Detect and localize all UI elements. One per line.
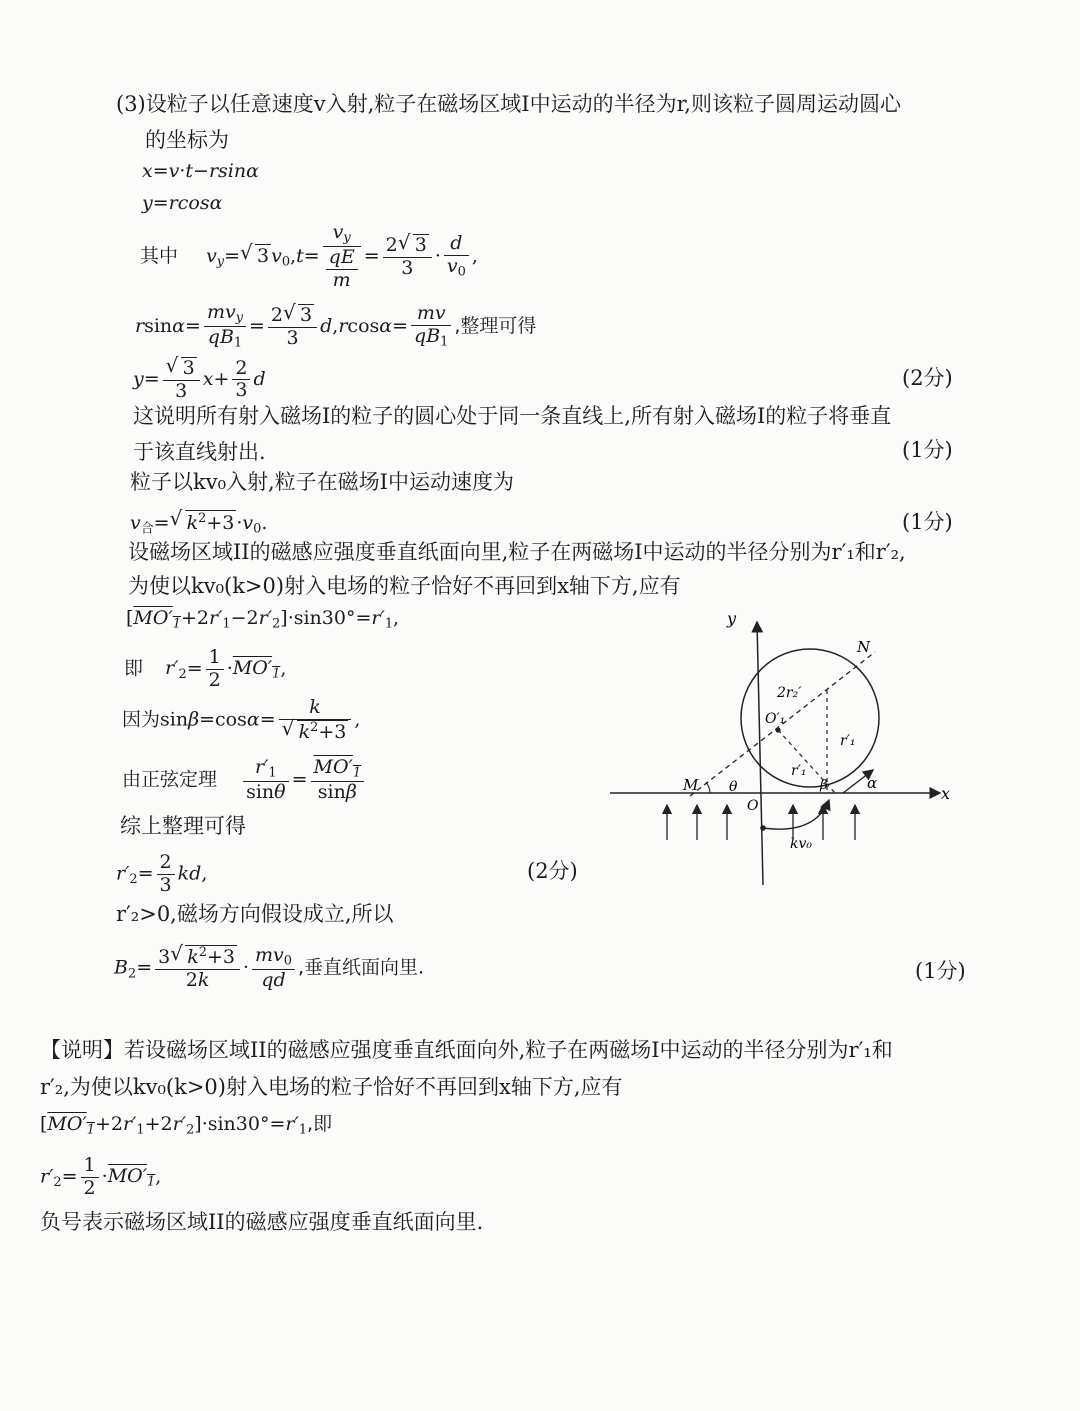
eq-where: 其中 $v_y=$ √ 3 $v_0,t=$ $\frac{v_y}{\frac{qE}{m}}$ = 2 √ 3 3 · $\frac{d}{v_0}$ , (140, 221, 478, 292)
entry-point (760, 825, 766, 831)
note-line-1: 【说明】若设磁场区域II的磁感应强度垂直纸面向外,粒子在两磁场I中运动的半径分别为r′₁和 (40, 1038, 893, 1062)
positive-line: r′₂>0,磁场方向假设成立,所以 (116, 902, 394, 926)
points-2: (1分) (902, 438, 953, 462)
eq-r-tail: ,整理可得 (454, 314, 537, 337)
eq-sin-beta: 因为sinβ=cosα= k √ $k^2+3$ , (122, 696, 361, 743)
where-label: 其中 (140, 245, 179, 268)
points-4: (2分) (527, 859, 578, 883)
eq-r2-half: 即 $r'_2=$ $\frac{1}{2}$ $\cdot MO'_1$, (124, 646, 287, 691)
b2-tail: ,垂直纸面向里. (297, 956, 425, 979)
lower-trajectory (763, 800, 829, 829)
r1-label-b: r′₁ (791, 763, 807, 779)
eq-condition: $[MO'_1+2r'_1-2r'_2]\cdot\sin 30^\circ=r'_1$, (126, 607, 400, 632)
eq-r2-result: $r'_2=$ $\frac{2}{3}$ kd, (116, 851, 208, 896)
eq-v-total: $v_合=$ √ $k^2+3 \cdot v_0$. (130, 506, 268, 537)
explain-line-2: 于该直线射出. (133, 440, 266, 464)
sine-rule-label: 由正弦定理 (122, 768, 218, 791)
n-label: N (857, 638, 871, 656)
x-axis-label: x (941, 784, 951, 803)
summary-label: 综上整理可得 (120, 814, 246, 838)
r1-label-a: r′₁ (840, 733, 856, 749)
intro-line-1: (3)设粒子以任意速度v入射,粒子在磁场区域I中运动的半径为r,则该粒子圆周运动圆心 (116, 92, 901, 116)
kv0-entry-line: 粒子以kv₀入射,粒子在磁场I中运动速度为 (130, 470, 514, 494)
beta-label: β (820, 778, 828, 793)
ji-label: 即 (124, 657, 144, 680)
points-1: (2分) (902, 366, 953, 390)
explain-line-1: 这说明所有射入磁场I的粒子的圆心处于同一条直线上,所有射入磁场I的粒子将垂直 (133, 404, 892, 428)
because-label: 因为 (122, 708, 161, 731)
assume-line-1: 设磁场区域II的磁感应强度垂直纸面向里,粒子在两磁场I中运动的半径分别为r′₁和r′₂, (128, 540, 906, 564)
intro-line-2: 的坐标为 (145, 128, 229, 152)
points-3: (1分) (902, 510, 953, 534)
trajectory-diagram (605, 600, 985, 890)
note-line-2: r′₂,为使以kv₀(k>0)射入电场的粒子恰好不再回到x轴下方,应有 (40, 1075, 623, 1099)
eq-b2: $B_2=$ 3 √ $k^2+3$ 2k · $\frac{mv_0}{qd}$ ,垂直纸面向里. (114, 941, 425, 992)
note-eq-r2: $r'_2=$ $\frac{1}{2}$ $\cdot MO'_1$, (40, 1154, 162, 1199)
eq-r: rsinα= $\frac{mv_y}{qB_1}$ = 2 √ 3 3 d,rcosα= $\frac{mv}{qB_1}$ ,整理可得 (135, 300, 537, 352)
assume-line-2: 为使以kv₀(k>0)射入电场的粒子恰好不再回到x轴下方,应有 (128, 574, 681, 598)
y-axis (757, 622, 763, 885)
theta-label: θ (729, 779, 738, 795)
eq-y: y=rcosα (142, 192, 223, 214)
eq-line: y= √ 3 3 x+ $\frac{2}{3}$ d (133, 353, 266, 402)
eq-x: x=v·t−rsinα (142, 160, 259, 182)
note-line-5: 负号表示磁场区域II的磁感应强度垂直纸面向里. (40, 1210, 484, 1234)
kv0-label: kv₀ (790, 836, 813, 852)
m-label: M (683, 776, 699, 794)
points-5: (1分) (915, 959, 966, 983)
y-axis-label: y (727, 609, 737, 628)
note-eq-condition: $[MO'_1+2r'_1+2r'_2]\cdot\sin 30^\circ=r'_1$,即 (40, 1113, 333, 1138)
note-line-3-tail: ,即 (307, 1113, 333, 1135)
two-r2-label: 2r₂′ (777, 685, 802, 701)
trajectory-circle (741, 649, 879, 787)
o1-label: O′₁ (765, 711, 786, 727)
eq-sine-rule: 由正弦定理 $\frac{r'_1}{\sin\theta}$ = $\frac{MO'_1}{\sin\beta}$ (122, 757, 367, 804)
o-label: O (747, 798, 759, 814)
alpha-label: α (867, 774, 878, 792)
theta-arc (706, 782, 710, 793)
